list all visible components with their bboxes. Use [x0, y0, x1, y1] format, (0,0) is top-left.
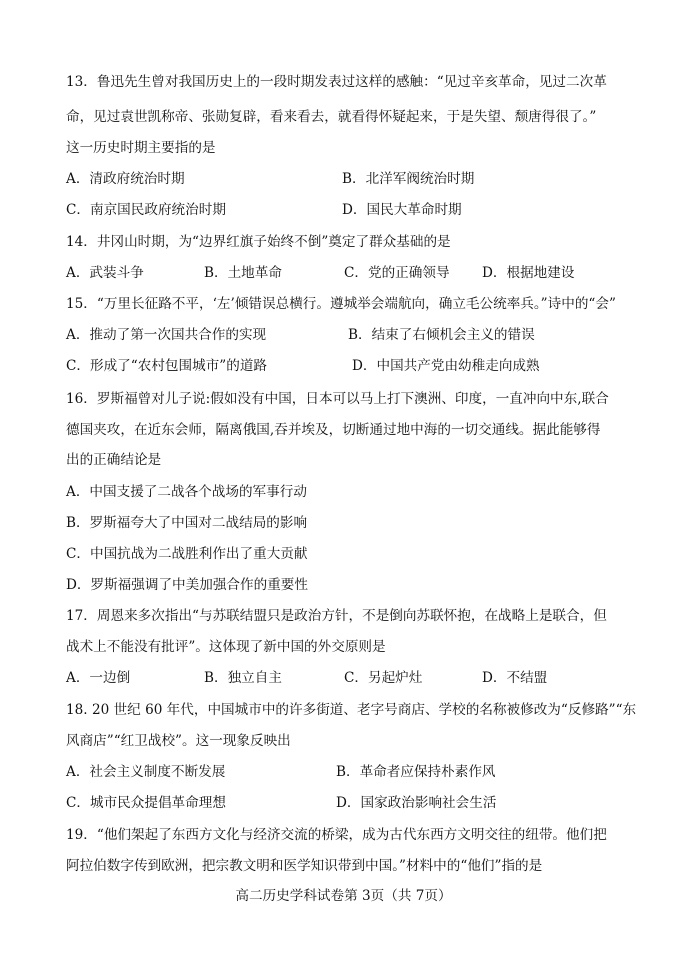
q18-option-a: A．社会主义制度不断发展 [66, 764, 226, 780]
q17-stem-line-2: 战术上不能没有批评”。这体现了新中国的外交原则是 [66, 639, 386, 655]
q19-stem-line-2: 阿拉伯数字传到欧洲，把宗教文明和医学知识带到中国。”材料中的“他们”指的是 [66, 858, 543, 874]
q17-option-c: C．另起炉灶 [344, 670, 423, 686]
q17-option-a: A．一边倒 [66, 670, 131, 686]
q18-option-b: B．革命者应保持朴素作风 [336, 764, 496, 780]
q13-option-b: B．北洋军阀统治时期 [342, 171, 475, 187]
q17-stem-line-1: 17．周恩来多次指出“与苏联结盟只是政治方针，不是倒向苏联怀抱，在战略上是联合，但 [66, 608, 607, 624]
q14-option-b: B．土地革命 [204, 265, 282, 281]
page-footer: 高二历史学科试卷第 3页（共 7页） [235, 888, 452, 904]
q16-option-b: B．罗斯福夸大了中国对二战结局的影响 [66, 515, 308, 531]
q15-option-b: B．结束了右倾机会主义的错误 [348, 327, 535, 343]
q14-option-d: D．根据地建设 [482, 265, 575, 281]
q19-stem-line-1: 19．“他们架起了东西方文化与经济交流的桥梁，成为古代东西方文明交往的纽带。他们把 [66, 827, 607, 843]
q14-option-c: C．党的正确领导 [344, 265, 450, 281]
q18-stem-line-2: 风商店”“红卫战校”。这一现象反映出 [66, 733, 291, 749]
q18-stem-line-1: 18. 20 世纪 60 年代，中国城市中的许多街道、老字号商店、学校的名称被修改为“反修路”“东 [66, 702, 637, 718]
q17-option-b: B．独立自主 [204, 670, 282, 686]
q13-option-a: A．清政府统治时期 [66, 171, 185, 187]
q13-stem-line-2: 命，见过袁世凯称帝、张勋复辟，看来看去，就看得怀疑起来，于是失望、颓唐得很了。” [66, 109, 597, 125]
q16-stem-line-1: 16．罗斯福曾对儿子说:假如没有中国，日本可以马上打下澳洲、印度，一直冲向中东,联合 [66, 391, 609, 407]
q18-option-d: D．国家政治影响社会生活 [336, 795, 497, 811]
q15-option-d: D．中国共产党由幼稚走向成熟 [352, 358, 540, 374]
q16-option-a: A．中国支援了二战各个战场的军事行动 [66, 484, 307, 500]
q13-stem-line-1: 13．鲁迅先生曾对我国历史上的一段时期发表过这样的感触：“见过辛亥革命，见过二次革 [66, 74, 607, 90]
q16-option-d: D．罗斯福强调了中美加强合作的重要性 [66, 577, 308, 593]
q18-option-c: C．城市民众提倡革命理想 [66, 795, 226, 811]
q13-stem-line-3: 这一历史时期主要指的是 [66, 140, 216, 156]
q15-option-a: A．推动了第一次国共合作的实现 [66, 327, 267, 343]
q16-stem-line-3: 出的正确结论是 [66, 452, 162, 468]
q16-stem-line-2: 德国夹攻，在近东会师，隔离俄国,吞并埃及，切断通过地中海的一切交通线。据此能够得 [66, 422, 601, 438]
q15-stem-line-1: 15．“万里长征路不平，‘左’倾错误总横行。遵城举会端航向，确立毛公统率兵。”诗中的“会” [66, 296, 616, 312]
q15-option-c: C．形成了“农村包围城市”的道路 [66, 358, 268, 374]
q16-option-c: C．中国抗战为二战胜利作出了重大贡献 [66, 546, 308, 562]
q17-option-d: D．不结盟 [482, 670, 548, 686]
q14-option-a: A．武装斗争 [66, 265, 144, 281]
q13-option-d: D．国民大革命时期 [342, 202, 462, 218]
q14-stem-line-1: 14．井冈山时期，为“边界红旗子始终不倒”奠定了群众基础的是 [66, 234, 451, 250]
q13-option-c: C．南京国民政府统治时期 [66, 202, 226, 218]
